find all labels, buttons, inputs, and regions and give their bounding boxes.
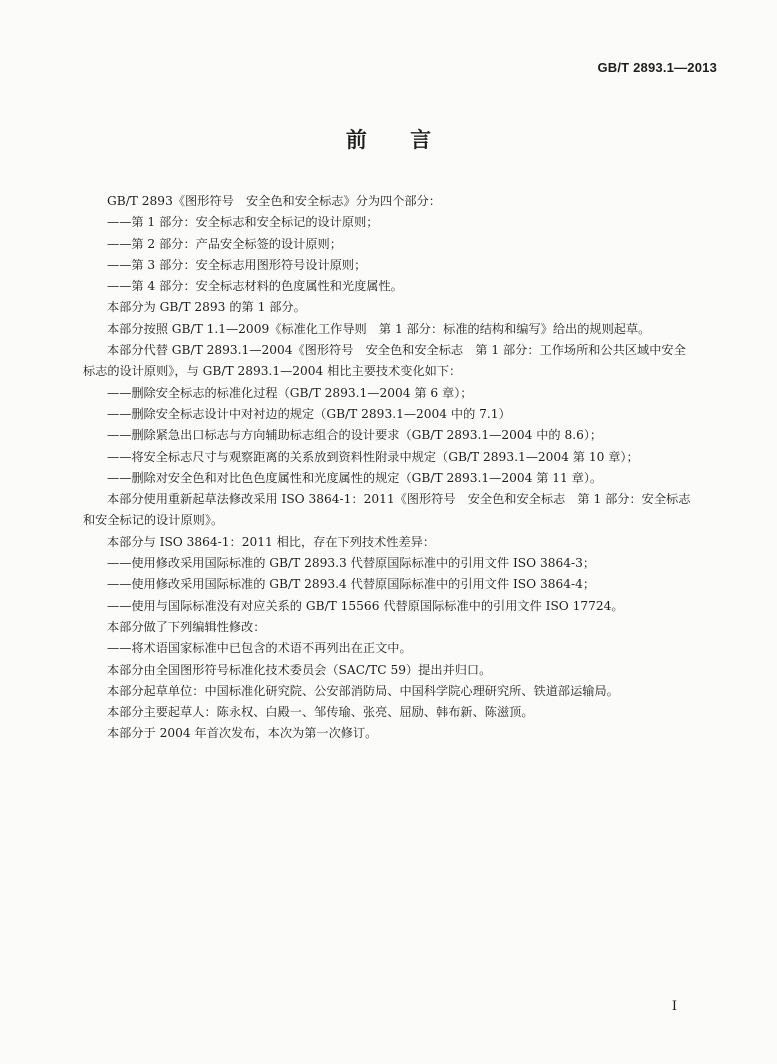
list-item: ——第 2 部分：产品安全标签的设计原则； (107, 236, 342, 251)
paragraph: 本部分于 2004 年首次发布，本次为第一次修订。 (107, 726, 378, 741)
list-item: ——将术语国家标准中已包含的术语不再列出在正文中。 (107, 641, 412, 656)
paragraph: 本部分使用重新起草法修改采用 ISO 3864-1：2011《图形符号 安全色和安全标志 第 1 部分：安全标志和安全标记的设计原则》。 (83, 492, 691, 528)
paragraph: 本部分为 GB/T 2893 的第 1 部分。 (107, 300, 306, 315)
standard-code: GB/T 2893.1—2013 (597, 60, 717, 75)
page-number: I (671, 999, 677, 1014)
foreword-body (83, 191, 693, 745)
list-item: ——使用修改采用国际标准的 GB/T 2893.4 代替原国际标准中的引用文件 ISO 3864-4； (107, 577, 596, 592)
list-item: ——删除安全标志的标准化过程（GB/T 2893.1—2004 第 6 章）； (107, 385, 473, 400)
page-title: 前 言 (345, 128, 450, 152)
list-item: ——删除对安全色和对比色色度属性和光度属性的规定（GB/T 2893.1—2004 第 11 章）。 (107, 470, 603, 485)
list-item: ——第 1 部分：安全标志和安全标记的设计原则； (107, 215, 379, 230)
paragraph: 本部分起草单位：中国标准化研究院、公安部消防局、中国科学院心理研究所、铁道部运输局。 (107, 683, 619, 698)
list-item: ——将安全标志尺寸与观察距离的关系放到资料性附录中规定（GB/T 2893.1—2004 第 10 章）； (107, 449, 639, 464)
list-item: ——删除紧急出口标志与方向辅助标志组合的设计要求（GB/T 2893.1—2004 中的 8.6）； (107, 428, 603, 443)
list-item: ——删除安全标志设计中对衬边的规定（GB/T 2893.1—2004 中的 7.1） (107, 406, 511, 421)
paragraph: 本部分代替 GB/T 2893.1—2004《图形符号 安全色和安全标志 第 1 部分：工作场所和公共区域中安全标志的设计原则》，与 GB/T 2893.1—2004 相比主要技术变化如下： (83, 343, 686, 379)
paragraph: 本部分与 ISO 3864-1：2011 相比，存在下列技术性差异： (107, 534, 436, 549)
paragraph: 本部分主要起草人：陈永权、白殿一、邹传瑜、张亮、屈励、韩布新、陈滋顶。 (107, 705, 534, 720)
paragraph: 本部分按照 GB/T 1.1—2009《标准化工作导则 第 1 部分：标准的结构和编写》给出的规则起草。 (107, 321, 651, 336)
list-item: ——使用修改采用国际标准的 GB/T 2893.3 代替原国际标准中的引用文件 ISO 3864-3； (107, 556, 596, 571)
list-item: ——使用与国际标准没有对应关系的 GB/T 15566 代替原国际标准中的引用文件 ISO 17724。 (107, 598, 624, 613)
list-item: ——第 3 部分：安全标志用图形符号设计原则； (107, 257, 367, 272)
paragraph: 本部分做了下列编辑性修改： (107, 619, 266, 634)
paragraph: GB/T 2893《图形符号 安全色和安全标志》分为四个部分： (107, 194, 441, 208)
list-item: ——第 4 部分：安全标志材料的色度属性和光度属性。 (107, 279, 403, 294)
paragraph: 本部分由全国图形符号标准化技术委员会（SAC/TC 59）提出并归口。 (107, 662, 492, 677)
